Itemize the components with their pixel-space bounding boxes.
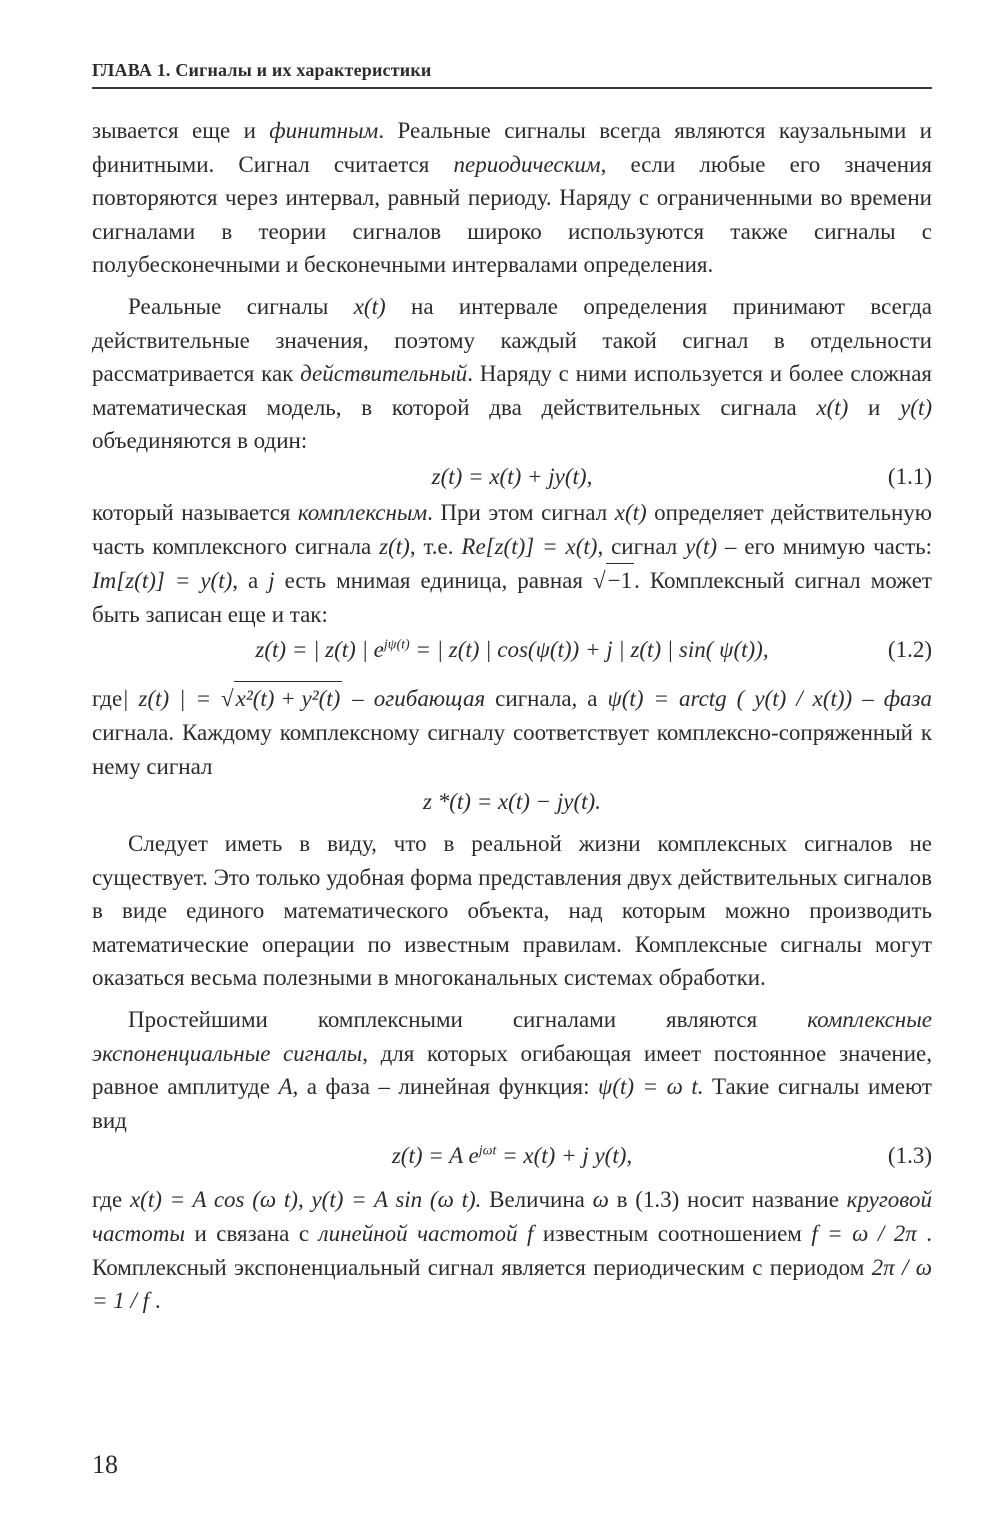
paragraph-4: где| z(t) | = √x²(t) + y²(t) – огибающая сигнала, а ψ(t) = arctg ( y(t) / x(t)) – фаза сигнала. Каждому комплексному сигналу соответствует комплексно-сопряженный к нему сигнал (92, 681, 932, 783)
equation-conjugate (92, 785, 932, 819)
equation-number: (1.2) (887, 637, 932, 663)
paragraph-3: который называется комплексным. При этом сигнал x(t) определяет действительную часть комплексного сигнала z(t), т.е. Re[z(t)] = x(t), сигнал y(t) – его мнимую часть: Im[z(t)] = y(t), а j есть мнимая единица, равная √−1. Комплексный сигнал может быть записан еще и так: (92, 499, 932, 627)
sqrt-envelope: √x²(t) + y²(t) (221, 681, 342, 716)
equation-number: (1.3) (887, 1143, 932, 1169)
page-number: 18 (92, 1450, 118, 1479)
equation-expression: z(t) = x(t) + jy(t), (431, 463, 593, 489)
paragraph-2: Реальные сигналы x(t) на интервале определения принимают всегда действительные значения, поэтому каждый такой сигнал в отдельности рассматривается как действительный. Наряду с ними используется и более сложная математическая модель, в которой два действительных сигнала x(t) и y(t) объединяются в один: (92, 293, 932, 454)
equation-expression: z(t) = | z(t) | $e^{j\psi(t)}$ = | z(t) | cos(ψ(t)) + j | z(t) | sin( ψ(t)), (255, 637, 769, 663)
paragraph-6: Простейшими комплексными сигналами являются комплексные экспоненциальные сигналы, для которых огибающая имеет постоянное значение, равное амплитуде A, а фаза – линейная функция: ψ(t) = ω t. Такие сигналы имеют вид (92, 1007, 932, 1133)
equation-1-1 (92, 460, 932, 494)
equation-expression: z *(t) = x(t) − jy(t). (423, 789, 601, 815)
equation-number: (1.1) (887, 463, 932, 489)
equation-1-2 (92, 633, 932, 667)
running-head: ГЛАВА 1. Сигналы и их характеристики (92, 60, 932, 89)
paragraph-1: зывается еще и финитным. Реальные сигналы всегда являются каузальными и финитными. Сигнал считается периодическим, если любые его значения повторяются через интервал, равный периоду. Наряду с ограниченными во времени сигналами в теории сигналов широко используются также сигналы с полубесконечными и бесконечными интервалами определения. (92, 118, 933, 278)
paragraph-5: Следует иметь в виду, что в реальной жизни комплексных сигналов не существует. Это только удобная форма представления двух действительных сигналов в виде единого математического объекта, над которым можно производить математические операции по известным правилам. Комплексные сигналы могут оказаться весьма полезными в многоканальных системах обработки. (92, 831, 932, 991)
body-text (92, 114, 932, 1318)
equation-1-3 (92, 1139, 932, 1173)
paragraph-7: где x(t) = A cos (ω t), y(t) = A sin (ω t). Величина ω в (1.3) носит название круговой частоты и связана с линейной частотой f известным соотношением f = ω / 2π . Комплексный экспоненциальный сигнал является периодическим с периодом 2π / ω = 1 / f . (92, 1187, 932, 1314)
sqrt-minus-one: √−1 (593, 563, 634, 598)
equation-expression: z(t) = A $e^{j\omega t} = x(t) + j$ y(t), (391, 1143, 633, 1169)
